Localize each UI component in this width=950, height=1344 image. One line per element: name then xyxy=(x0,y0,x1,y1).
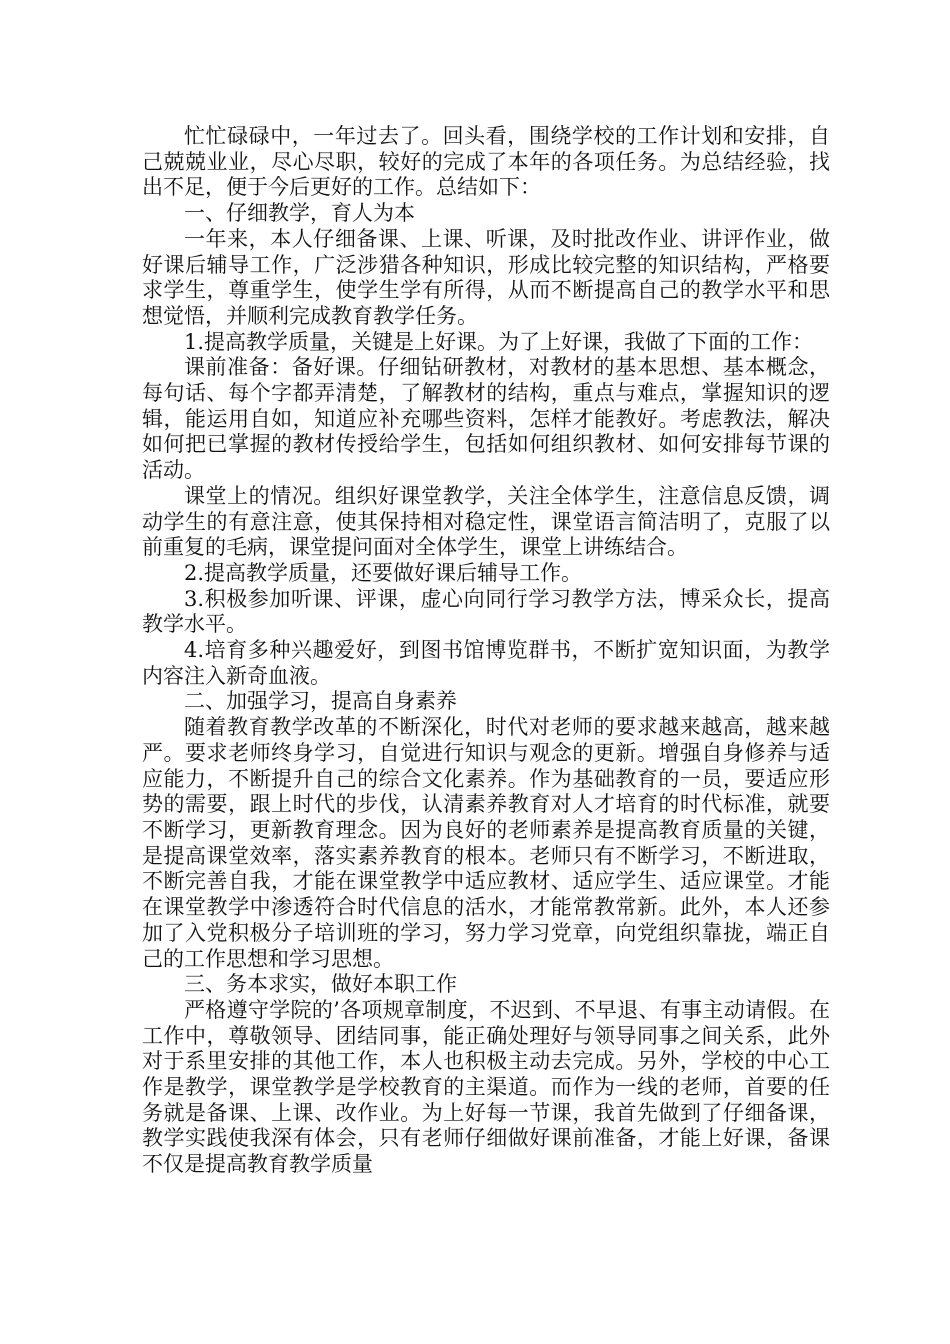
document-body xyxy=(142,124,830,1178)
paragraph: 课堂上的情况。组织好课堂教学，关注全体学生，注意信息反馈，调动学生的有意注意，使其保持相对稳定性，课堂语言简洁明了，克服了以前重复的毛病，课堂提问面对全体学生，课堂上讲练结合。 xyxy=(142,483,830,560)
section-heading-1: 一、仔细教学，育人为本 xyxy=(184,201,415,226)
paragraph: 2.提高教学质量，还要做好课后辅导工作。 xyxy=(184,560,583,585)
paragraph: 课前准备：备好课。仔细钻研教材，对教材的基本思想、基本概念，每句话、每个字都弄清楚，了解教材的结构，重点与难点，掌握知识的逻辑，能运用自如，知道应补充哪些资料，怎样才能教好。考虑教法，解决如何把已掌握的教材传授给学生，包括如何组织教材、如何安排每节课的活动。 xyxy=(142,355,830,483)
paragraph: 一年来，本人仔细备课、上课、听课，及时批改作业、讲评作业，做好课后辅导工作，广泛涉猎各种知识，形成比较完整的知识结构，严格要求学生，尊重学生，使学生学有所得，从而不断提高自己的教学水平和思想觉悟，并顺利完成教育教学任务。 xyxy=(142,226,830,328)
paragraph: 随着教育教学改革的不断深化，时代对老师的要求越来越高，越来越严。要求老师终身学习，自觉进行知识与观念的更新。增强自身修养与适应能力，不断提升自己的综合文化素养。作为基础教育的一员，要适应形势的需要，跟上时代的步伐，认清素养教育对人才培育的时代标准，就要不断学习，更新教育理念。因为良好的老师素养是提高教育质量的关键，是提高课堂效率，落实素养教育的根本。老师只有不断学习，不断进取，不断完善自我，才能在课堂教学中适应教材、适应学生、适应课堂。才能在课堂教学中渗透符合时代信息的活水，才能常教常新。此外，本人还参加了入党积极分子培训班的学习，努力学习党章，向党组织靠拢，端正自己的工作思想和学习思想。 xyxy=(142,715,830,971)
section-heading-2: 二、加强学习，提高自身素养 xyxy=(184,689,457,714)
paragraph-intro: 忙忙碌碌中，一年过去了。回头看，围绕学校的工作计划和安排，自己兢兢业业，尽心尽职，较好的完成了本年的各项任务。为总结经验，找出不足，便于今后更好的工作。总结如下： xyxy=(142,124,830,200)
paragraph: 1.提高教学质量，关键是上好课。为了上好课，我做了下面的工作： xyxy=(184,329,814,354)
paragraph: 严格遵守学院的’各项规章制度，不迟到、不早退、有事主动请假。在工作中，尊敬领导、团结同事，能正确处理好与领导同事之间关系，此外对于系里安排的其他工作，本人也积极主动去完成。另外，学校的中心工作是教学，课堂教学是学校教育的主渠道。而作为一线的老师，首要的任务就是备课、上课、改作业。为上好每一节课，我首先做到了仔细备课，教学实践使我深有体会，只有老师仔细做好课前准备，才能上好课，备课不仅是提高教育教学质量 xyxy=(142,997,830,1177)
section-heading-3: 三、务本求实，做好本职工作 xyxy=(184,972,457,997)
paragraph: 4.培育多种兴趣爱好，到图书馆博览群书，不断扩宽知识面，为教学内容注入新奇血液。 xyxy=(142,638,830,688)
paragraph: 3.积极参加听课、评课，虚心向同行学习教学方法，博采众长，提高教学水平。 xyxy=(142,586,830,637)
